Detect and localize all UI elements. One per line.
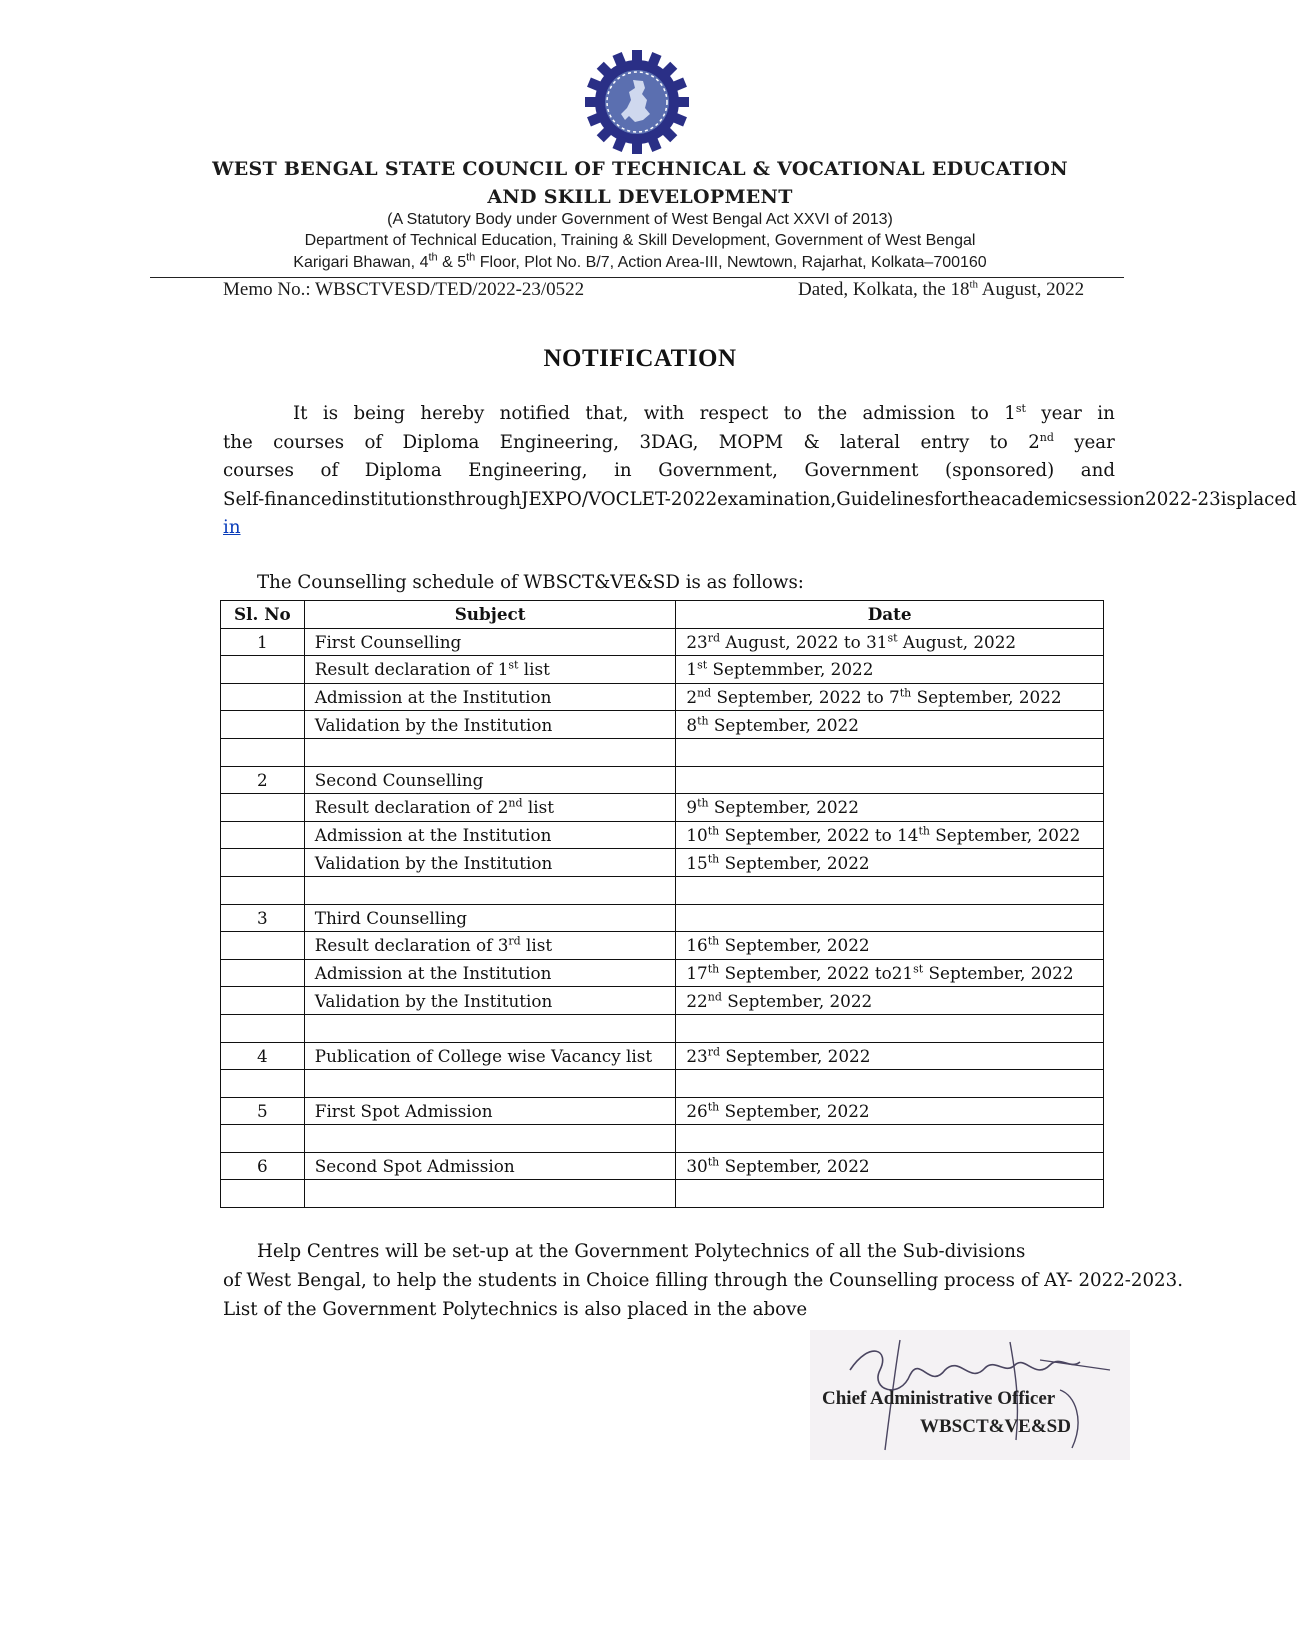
schedule-intro: The Counselling schedule of WBSCT&VE&SD is as follows: [257,572,804,593]
subject-cell: Third Counselling [304,904,676,932]
subject-cell [304,1125,676,1153]
sl-no-cell [221,959,305,987]
subject-cell [304,1180,676,1208]
table-row [221,876,1104,904]
department-line: Department of Technical Education, Training & Skill Development, Government of West Bengal [304,232,976,249]
memo-number: Memo No.: WBSCTVESD/TED/2022-23/0522 [223,279,585,300]
date-cell [676,1125,1104,1153]
sl-no-cell [221,849,305,877]
date-cell: 15th September, 2022 [676,849,1104,877]
table-row [221,628,1104,656]
sl-no-cell: 2 [221,766,305,794]
signature-block [810,1330,1130,1460]
subject-cell: Second Counselling [304,766,676,794]
subject-cell: Admission at the Institution [304,821,676,849]
org-name-line-2: AND SKILL DEVELOPMENT [487,186,793,208]
subject-cell [304,1070,676,1098]
table-row [221,959,1104,987]
date-cell: 30th September, 2022 [676,1152,1104,1180]
subject-cell: First Spot Admission [304,1097,676,1125]
sl-no-cell [221,1070,305,1098]
date-cell: 16th September, 2022 [676,932,1104,960]
sl-no-cell [221,987,305,1015]
sl-no-cell: 1 [221,628,305,656]
date-cell [676,876,1104,904]
counselling-schedule-table [220,600,1104,1208]
sl-no-cell [221,876,305,904]
table-row [221,1125,1104,1153]
date-cell: 8th September, 2022 [676,711,1104,739]
date-cell [676,1180,1104,1208]
subject-cell: Result declaration of 1st list [304,656,676,684]
table-row [221,794,1104,822]
table-row [221,1070,1104,1098]
subject-cell: First Counselling [304,628,676,656]
header-sl-no: Sl. No [221,601,305,629]
subject-cell: Publication of College wise Vacancy list [304,1042,676,1070]
subject-cell: Validation by the Institution [304,711,676,739]
date-cell [676,1070,1104,1098]
address-line: Karigari Bhawan, 4th & 5th Floor, Plot No. B/7, Action Area-III, Newtown, Rajarhat, Kolkata–700160 [293,251,987,271]
table-row [221,1042,1104,1070]
table-row [221,683,1104,711]
date-cell: 23rd August, 2022 to 31st August, 2022 [676,628,1104,656]
notification-paragraph: It is being hereby notified that, with respect to the admission to 1st year in the courses of Diploma Engineering, 3DAG, MOPM & lateral entry to 2nd year courses of Diploma Engineering, in Government, Government (sponsored) and Self-financed institutions through JEXPO/VOCLET-2022 examination, Guidelines for the academic session 2022-23 is placed in [223,400,1115,543]
subject-cell: Validation by the Institution [304,987,676,1015]
sl-no-cell: 6 [221,1152,305,1180]
date-cell: 17th September, 2022 to21st September, 2022 [676,959,1104,987]
statutory-body-line: (A Statutory Body under Government of West Bengal Act XXVI of 2013) [387,211,893,228]
table-row [221,849,1104,877]
sl-no-cell: 4 [221,1042,305,1070]
date-cell [676,766,1104,794]
date-cell: 26th September, 2022 [676,1097,1104,1125]
table-row [221,711,1104,739]
page-title: NOTIFICATION [543,345,737,372]
signatory-designation: Chief Administrative Officer [822,1388,1056,1409]
sl-no-cell [221,656,305,684]
sl-no-cell: 5 [221,1097,305,1125]
table-row [221,987,1104,1015]
sl-no-cell [221,683,305,711]
header-subject: Subject [304,601,676,629]
subject-cell: Second Spot Admission [304,1152,676,1180]
org-name-line-1: WEST BENGAL STATE COUNCIL OF TECHNICAL & VOCATIONAL EDUCATION [212,158,1068,180]
sl-no-cell: 3 [221,904,305,932]
date-cell: 23rd September, 2022 [676,1042,1104,1070]
table-row [221,1014,1104,1042]
memo-date: Dated, Kolkata, the 18th August, 2022 [798,278,1085,300]
sl-no-cell [221,711,305,739]
table-row [221,1097,1104,1125]
sl-no-cell [221,1125,305,1153]
table-row [221,1152,1104,1180]
date-cell: 2nd September, 2022 to 7th September, 2022 [676,683,1104,711]
date-cell: 10th September, 2022 to 14th September, 2022 [676,821,1104,849]
sl-no-cell [221,794,305,822]
help-centre-paragraph: Help Centres will be set-up at the Government Polytechnics of all the Sub-divisions of West Bengal, to help the students in Choice filling through the Counselling process of AY- 2022-2023. List of the Government Polytechnics is also placed in the above [223,1241,1183,1320]
subject-cell: Admission at the Institution [304,959,676,987]
subject-cell [304,876,676,904]
date-cell [676,904,1104,932]
date-cell [676,1014,1104,1042]
table-row [221,766,1104,794]
table-row [221,821,1104,849]
table-row [221,1180,1104,1208]
signatory-office: WBSCT&VE&SD [920,1416,1071,1437]
sl-no-cell [221,932,305,960]
date-cell: 22nd September, 2022 [676,987,1104,1015]
wbsctvesd-logo-icon [585,50,689,154]
subject-cell: Result declaration of 2nd list [304,794,676,822]
website-link[interactable]: in [223,517,241,538]
date-cell: 9th September, 2022 [676,794,1104,822]
date-cell: 1st Septemmber, 2022 [676,656,1104,684]
sl-no-cell [221,738,305,766]
subject-cell [304,1014,676,1042]
subject-cell [304,738,676,766]
date-cell [676,738,1104,766]
sl-no-cell [221,1014,305,1042]
table-row [221,738,1104,766]
subject-cell: Validation by the Institution [304,849,676,877]
sl-no-cell [221,1180,305,1208]
header-date: Date [676,601,1104,629]
table-row [221,656,1104,684]
table-header-row [221,601,1104,629]
table-row [221,932,1104,960]
subject-cell: Admission at the Institution [304,683,676,711]
table-row [221,904,1104,932]
subject-cell: Result declaration of 3rd list [304,932,676,960]
sl-no-cell [221,821,305,849]
